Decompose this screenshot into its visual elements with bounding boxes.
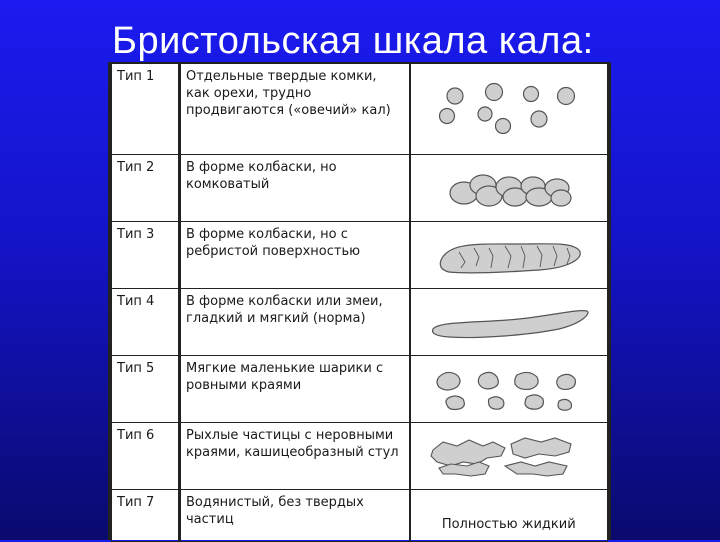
- table-row: [112, 221, 608, 288]
- type-label: Тип 2: [112, 154, 180, 221]
- table-row: [112, 63, 608, 154]
- type-label: Тип 4: [112, 288, 180, 355]
- type-description: Водянистый, без твердых частиц: [180, 489, 410, 541]
- table-row: [112, 154, 608, 221]
- table-row: [112, 489, 608, 541]
- cracked-sausage-icon: [410, 221, 608, 288]
- type-label: Тип 3: [112, 221, 180, 288]
- type-description: Отдельные твердые комки, как орехи, трудно продвигаются («овечий» кал): [180, 63, 410, 154]
- type-label: Тип 1: [112, 63, 180, 154]
- type-description: Рыхлые частицы с неровными краями, кашицеобразный стул: [180, 422, 410, 489]
- type-description: Мягкие маленькие шарики с ровными краями: [180, 355, 410, 422]
- type-label: Тип 7: [112, 489, 180, 541]
- type-description: В форме колбаски или змеи, гладкий и мягкий (норма): [180, 288, 410, 355]
- bristol-table: [108, 62, 611, 540]
- liquid-description-cell: [410, 489, 608, 541]
- mushy-pieces-icon: [410, 422, 608, 489]
- table-row: [112, 355, 608, 422]
- soft-blobs-icon: [410, 355, 608, 422]
- type-description: В форме колбаски, но комковатый: [180, 154, 410, 221]
- table-row: [112, 422, 608, 489]
- slide-title: Бристольская шкала кала:: [112, 20, 594, 62]
- separate-lumps-icon: [410, 63, 608, 154]
- lumpy-sausage-icon: [410, 154, 608, 221]
- table-row: [112, 288, 608, 355]
- smooth-snake-icon: [410, 288, 608, 355]
- type-label: Тип 5: [112, 355, 180, 422]
- liquid-label: Полностью жидкий: [441, 516, 576, 532]
- type-label: Тип 6: [112, 422, 180, 489]
- type-description: В форме колбаски, но с ребристой поверхностью: [180, 221, 410, 288]
